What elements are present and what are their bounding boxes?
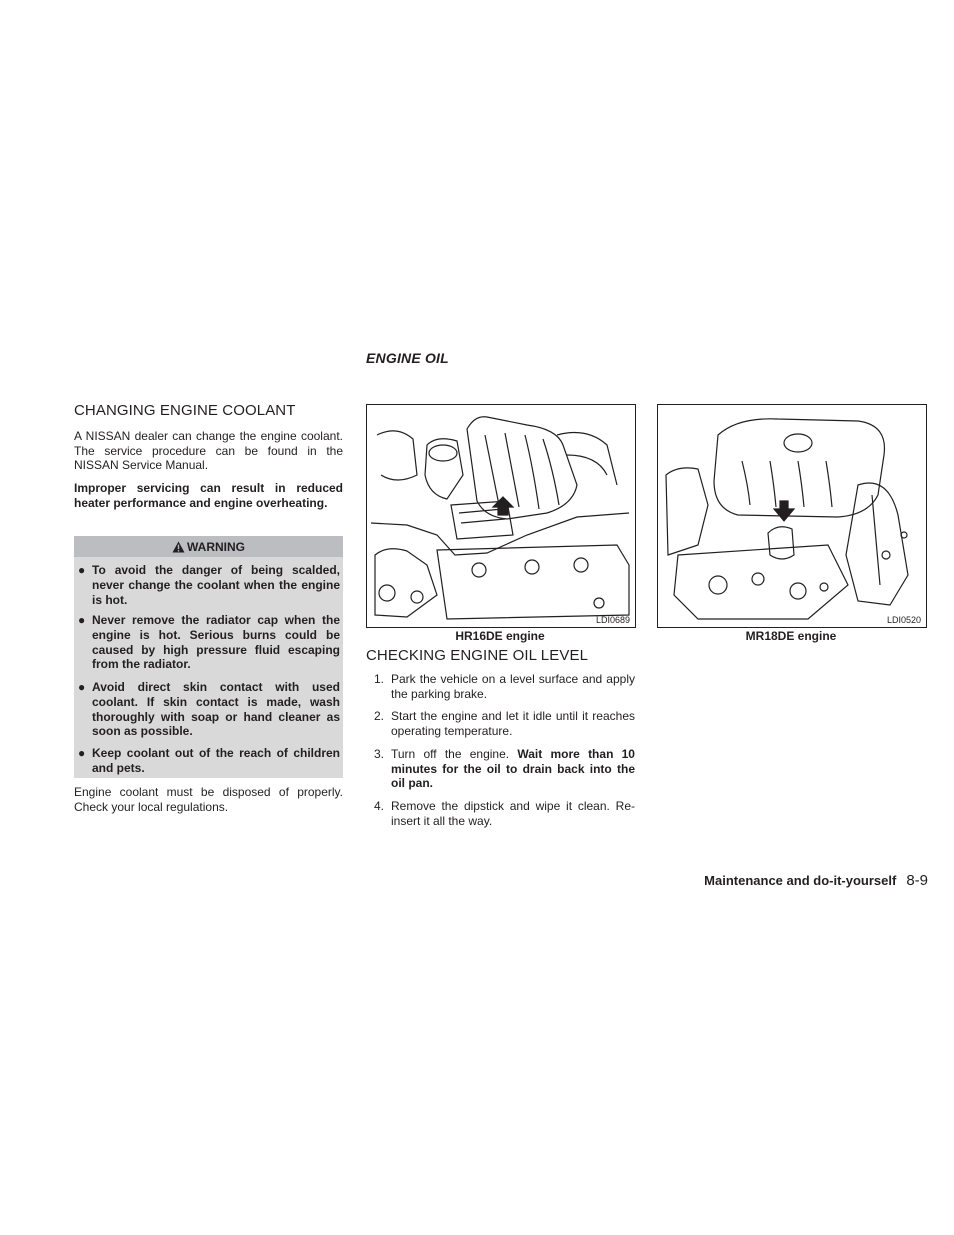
figure-mr18de <box>657 404 927 628</box>
warning-title: WARNING <box>187 540 245 554</box>
figure-code: LDI0689 <box>595 615 630 625</box>
page-number: 8-9 <box>906 872 928 889</box>
step-text: Park the vehicle on a level surface and apply the parking brake. <box>391 672 635 701</box>
bullet: ● <box>78 680 86 694</box>
footer-section: Maintenance and do-it-yourself <box>704 873 897 888</box>
warning-item-text: Keep coolant out of the reach of children and pets. <box>92 746 340 775</box>
bullet: ● <box>78 563 86 577</box>
step-number: 2. <box>374 709 385 723</box>
warning-box <box>74 536 343 778</box>
bullet: ● <box>78 613 86 627</box>
warning-header <box>74 536 343 557</box>
warning-item-text: To avoid the danger of being scalded, never change the coolant when the engine is hot. <box>92 563 340 607</box>
checking-oil-heading: CHECKING ENGINE OIL LEVEL <box>366 647 589 664</box>
coolant-disposal: Engine coolant must be disposed of properly. Check your local regulations. <box>74 785 343 814</box>
warning-item-text: Avoid direct skin contact with used coolant. If skin contact is made, wash thoroughly with soap or hand cleaner as soon as possible. <box>92 680 340 739</box>
step-text-plain: Turn off the engine. <box>391 747 518 761</box>
warning-item-text: Never remove the radiator cap when the engine is hot. Serious burns could be caused by high pressure fluid escaping from the radiator. <box>92 613 340 672</box>
engine-diagram-hr16de <box>367 405 635 627</box>
step-text-bold: Wait more than 10 minutes for the oil to drain back into the oil pan. <box>391 747 635 791</box>
coolant-intro: A NISSAN dealer can change the engine coolant. The service procedure can be found in the NISSAN Service Manual. <box>74 429 343 473</box>
warning-triangle-icon <box>172 541 185 553</box>
step-number: 3. <box>374 747 385 761</box>
engine-oil-title: ENGINE OIL <box>366 350 449 366</box>
step-number: 1. <box>374 672 385 686</box>
page-footer <box>704 872 928 889</box>
figure-caption: HR16DE engine <box>455 629 545 643</box>
figure-code: LDI0520 <box>886 615 921 625</box>
step-number: 4. <box>374 799 385 813</box>
coolant-heading: CHANGING ENGINE COOLANT <box>74 402 296 419</box>
bullet: ● <box>78 746 86 760</box>
step-text: Start the engine and let it idle until it reaches operating temperature. <box>391 709 635 738</box>
figure-hr16de <box>366 404 636 628</box>
step-text: Remove the dipstick and wipe it clean. Re-insert it all the way. <box>391 799 635 828</box>
figure-caption: MR18DE engine <box>745 629 837 643</box>
coolant-caution: Improper servicing can result in reduced heater performance and engine overheating. <box>74 481 343 510</box>
step-text <box>391 747 635 791</box>
engine-diagram-mr18de <box>658 405 926 627</box>
